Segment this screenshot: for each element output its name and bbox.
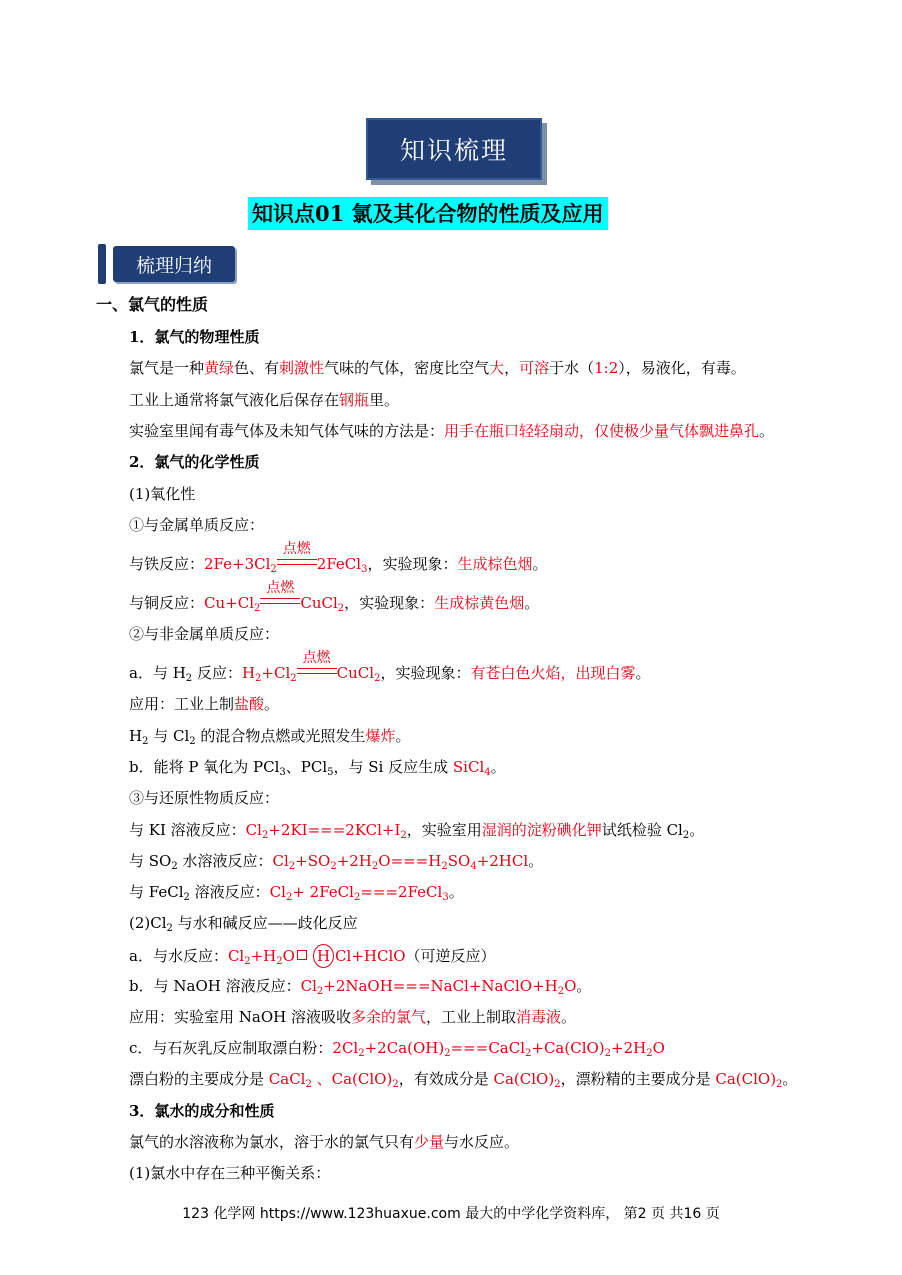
reversible-arrow-icon (297, 950, 311, 962)
paragraph: (1)氯水中存在三种平衡关系： (129, 1164, 331, 1182)
reaction-naoh: b．与 NaOH 溶液反应：$Cl_2+2NaOH===NaCl+NaClO+H_2O$。 (129, 977, 592, 997)
summary-tag (98, 244, 239, 284)
subheading-chemical: 2．氯气的化学性质 (129, 453, 260, 471)
subheading-chlorine-water: 3．氯水的成分和性质 (129, 1102, 275, 1120)
reaction-water: a．与水反应：$Cl_2+H_2O$ H Cl+HClO（可逆反应） (129, 944, 496, 968)
paragraph: 实验室里闻有毒气体及未知气体气味的方法是：用手在瓶口轻轻扇动，仅使极少量气体飘进鼻孔。 (129, 422, 775, 440)
tag-label: 梳理归纳 (135, 254, 212, 277)
paragraph: 氯气是一种黄绿色、有刺激性气味的气体，密度比空气大，可溶于水（1:2），易液化，有毒。 (129, 359, 746, 377)
section-banner (366, 118, 542, 180)
reaction-lime: c．与石灰乳反应制取漂白粉：$2Cl_2+2Ca(OH)_2===CaCl_2+Ca(ClO)_2+2H_2O$ (129, 1039, 665, 1059)
paragraph: b．能将 P 氧化为 PCl$_3$、PCl$_5$，与 Si 反应生成 SiCl$_4$。 (129, 758, 506, 778)
paragraph: 工业上通常将氯气液化后保存在钢瓶里。 (129, 391, 400, 409)
paragraph: $(2)Cl_2$ 与水和碱反应——歧化反应 (129, 914, 358, 934)
reaction-fecl2: 与 FeCl$_2$ 溶液反应：$Cl_2+$ 2FeCl$_2$===2FeCl$_3$。 (129, 883, 464, 903)
paragraph: (1)氧化性 (129, 485, 196, 503)
knowledge-point-title: 知识点01 氯及其化合物的性质及应用 (248, 197, 608, 230)
paragraph: ①与金属单质反应： (129, 516, 265, 534)
page-footer: 123 化学网 https://www.123huaxue.com 最大的中学化学资料库， 第2 页 共16 页 (182, 1206, 720, 1222)
paragraph: ③与还原性物质反应： (129, 789, 280, 807)
reaction-cu: 与铜反应：$Cu+Cl_2$ 点燃 CuCl$_2$，实验现象：生成棕黄色烟。 (129, 580, 540, 614)
subheading-physical: 1．氯气的物理性质 (129, 328, 260, 346)
reaction-ki: 与 KI 溶液反应：$Cl_2+2KI===2KCl+I_2$，实验室用湿润的淀粉碘化钾试纸检验 $Cl_2$。 (129, 821, 705, 841)
banner-title: 知识梳理 (399, 136, 508, 165)
paragraph: $H_2$ 与 $Cl_2$ 的混合物点燃或光照发生爆炸。 (129, 727, 411, 747)
reaction-h2: a．与 $H_2$ 反应：$H_2+Cl_2$ 点燃 CuCl$_2$，实验现象：有苍白色火焰，出现白雾。 (129, 650, 651, 684)
section-heading: 一、氯气的性质 (96, 295, 209, 314)
reaction-fe: 与铁反应：$2Fe+3Cl_2$ 点燃 2FeCl$_3$，实验现象：生成棕色烟。 (129, 541, 548, 575)
tag-bar-icon (98, 244, 106, 284)
reaction-so2: 与 $SO_2$ 水溶液反应：$Cl_2+SO_2+2H_2O===H_2SO_4+2HCl$。 (129, 852, 544, 872)
paragraph: 氯气的水溶液称为氯水，溶于水的氯气只有少量与水反应。 (129, 1133, 520, 1151)
tag-box (113, 246, 235, 282)
paragraph: ②与非金属单质反应： (129, 625, 280, 643)
paragraph: 漂白粉的主要成分是 CaCl$_2$ 、$Ca(ClO)_2$，有效成分是 $Ca(ClO)_2$，漂粉精的主要成分是 $Ca(ClO)_2$。 (129, 1070, 798, 1090)
paragraph: 应用：实验室用 NaOH 溶液吸收多余的氯气，工业上制取消毒液。 (129, 1008, 577, 1026)
paragraph: 应用：工业上制盐酸。 (129, 695, 280, 713)
